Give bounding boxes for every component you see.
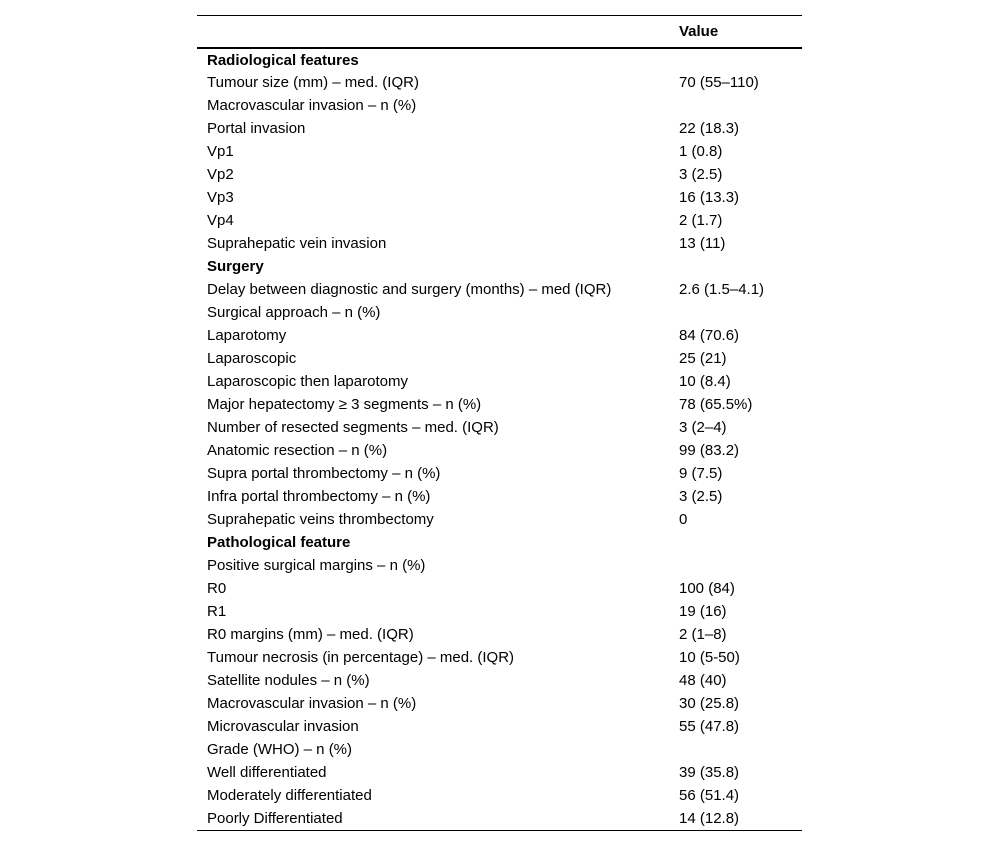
row-label: Vp4 — [207, 212, 234, 229]
table-row — [197, 623, 802, 646]
row-label: Infra portal thrombectomy – n (%) — [207, 488, 431, 505]
row-value: 10 (8.4) — [679, 373, 731, 390]
row-value: 10 (5-50) — [679, 649, 740, 666]
row-value — [679, 48, 802, 71]
table-row — [197, 186, 802, 209]
table-row — [197, 301, 802, 324]
row-value: 3 (2.5) — [679, 488, 723, 505]
table-row — [197, 761, 802, 784]
header-label-cell — [197, 16, 679, 49]
table-row — [197, 485, 802, 508]
row-label: Suprahepatic vein invasion — [207, 235, 387, 252]
table-row — [197, 117, 802, 140]
row-label: Laparotomy — [207, 327, 287, 344]
section-title: Pathological feature — [207, 534, 351, 551]
row-label: Surgical approach – n (%) — [207, 304, 381, 321]
row-label: Microvascular invasion — [207, 718, 359, 735]
row-label: Vp1 — [207, 143, 234, 160]
table-row — [197, 163, 802, 186]
table-row — [197, 738, 802, 761]
table-row — [197, 462, 802, 485]
row-label: R1 — [207, 603, 227, 620]
table-row — [197, 347, 802, 370]
row-label: Major hepatectomy ≥ 3 segments – n (%) — [207, 396, 482, 413]
row-label: Poorly Differentiated — [207, 809, 343, 827]
row-label: Vp2 — [207, 166, 234, 183]
table-row — [197, 232, 802, 255]
table-body — [197, 48, 802, 830]
row-value: 48 (40) — [679, 672, 727, 689]
table-row — [197, 71, 802, 94]
table-row — [197, 646, 802, 669]
row-label: Macrovascular invasion – n (%) — [207, 97, 417, 114]
row-value: 55 (47.8) — [679, 718, 740, 735]
row-value: 2 (1–8) — [679, 626, 727, 643]
section-title: Radiological features — [207, 51, 359, 69]
table-row — [197, 784, 802, 807]
table-row — [197, 140, 802, 163]
table-row — [197, 692, 802, 715]
row-label: Vp3 — [207, 189, 234, 206]
row-value: 13 (11) — [679, 235, 726, 252]
row-value: 3 (2.5) — [679, 166, 723, 183]
section-title: Surgery — [207, 258, 264, 275]
table-row — [197, 393, 802, 416]
row-value: 100 (84) — [679, 580, 735, 597]
row-label: R0 margins (mm) – med. (IQR) — [207, 626, 414, 643]
row-value — [679, 738, 802, 761]
table-row — [197, 715, 802, 738]
row-value — [679, 255, 802, 278]
row-label: Portal invasion — [207, 120, 306, 137]
row-value: 0 — [679, 511, 688, 528]
row-label: Delay between diagnostic and surgery (months) – med (IQR) — [207, 281, 612, 298]
row-value: 9 (7.5) — [679, 465, 723, 482]
row-value: 22 (18.3) — [679, 120, 740, 137]
row-value: 78 (65.5%) — [679, 396, 753, 413]
header-value-cell: Value — [679, 23, 719, 40]
row-label: Laparoscopic then laparotomy — [207, 373, 408, 390]
table-row — [197, 508, 802, 531]
section-header-row — [197, 531, 802, 554]
row-label: Macrovascular invasion – n (%) — [207, 695, 417, 712]
row-value: 30 (25.8) — [679, 695, 740, 712]
row-value: 99 (83.2) — [679, 442, 740, 459]
row-label: Grade (WHO) – n (%) — [207, 741, 353, 758]
table-row — [197, 324, 802, 347]
row-label: Moderately differentiated — [207, 787, 372, 804]
table-row — [197, 439, 802, 462]
table-row — [197, 209, 802, 232]
row-value: 25 (21) — [679, 350, 727, 367]
table-row — [197, 577, 802, 600]
table-row — [197, 94, 802, 117]
table-row — [197, 669, 802, 692]
row-value: 16 (13.3) — [679, 189, 740, 206]
row-label: Supra portal thrombectomy – n (%) — [207, 465, 441, 482]
table-row — [197, 554, 802, 577]
row-value: 1 (0.8) — [679, 143, 723, 160]
row-label: Well differentiated — [207, 764, 327, 781]
row-label: Suprahepatic veins thrombectomy — [207, 511, 434, 528]
table-row — [197, 416, 802, 439]
row-label: Anatomic resection – n (%) — [207, 442, 388, 459]
table-row — [197, 370, 802, 393]
row-label: R0 — [207, 580, 227, 597]
row-value: 2.6 (1.5–4.1) — [679, 281, 765, 298]
row-label: Number of resected segments – med. (IQR) — [207, 419, 499, 436]
row-value: 39 (35.8) — [679, 764, 740, 781]
characteristics-table — [197, 15, 802, 831]
section-header-row — [197, 48, 802, 71]
row-value: 19 (16) — [679, 603, 727, 620]
row-value — [679, 554, 802, 577]
row-label: Laparoscopic — [207, 350, 297, 367]
row-value — [679, 94, 802, 117]
table-row — [197, 278, 802, 301]
row-value — [679, 301, 802, 324]
section-header-row — [197, 255, 802, 278]
row-label: Positive surgical margins – n (%) — [207, 557, 426, 574]
table-header — [197, 16, 802, 49]
row-label: Satellite nodules – n (%) — [207, 672, 370, 689]
row-value: 56 (51.4) — [679, 787, 740, 804]
characteristics-table-container — [197, 15, 802, 831]
row-value — [679, 531, 802, 554]
row-value: 14 (12.8) — [679, 809, 740, 827]
row-value: 2 (1.7) — [679, 212, 723, 229]
row-label: Tumour necrosis (in percentage) – med. (IQR) — [207, 649, 515, 666]
table-row — [197, 807, 802, 830]
row-value: 70 (55–110) — [679, 74, 759, 91]
row-value: 3 (2–4) — [679, 419, 727, 436]
row-value: 84 (70.6) — [679, 327, 740, 344]
header-row — [197, 16, 802, 49]
row-label: Tumour size (mm) – med. (IQR) — [207, 74, 419, 91]
table-row — [197, 600, 802, 623]
